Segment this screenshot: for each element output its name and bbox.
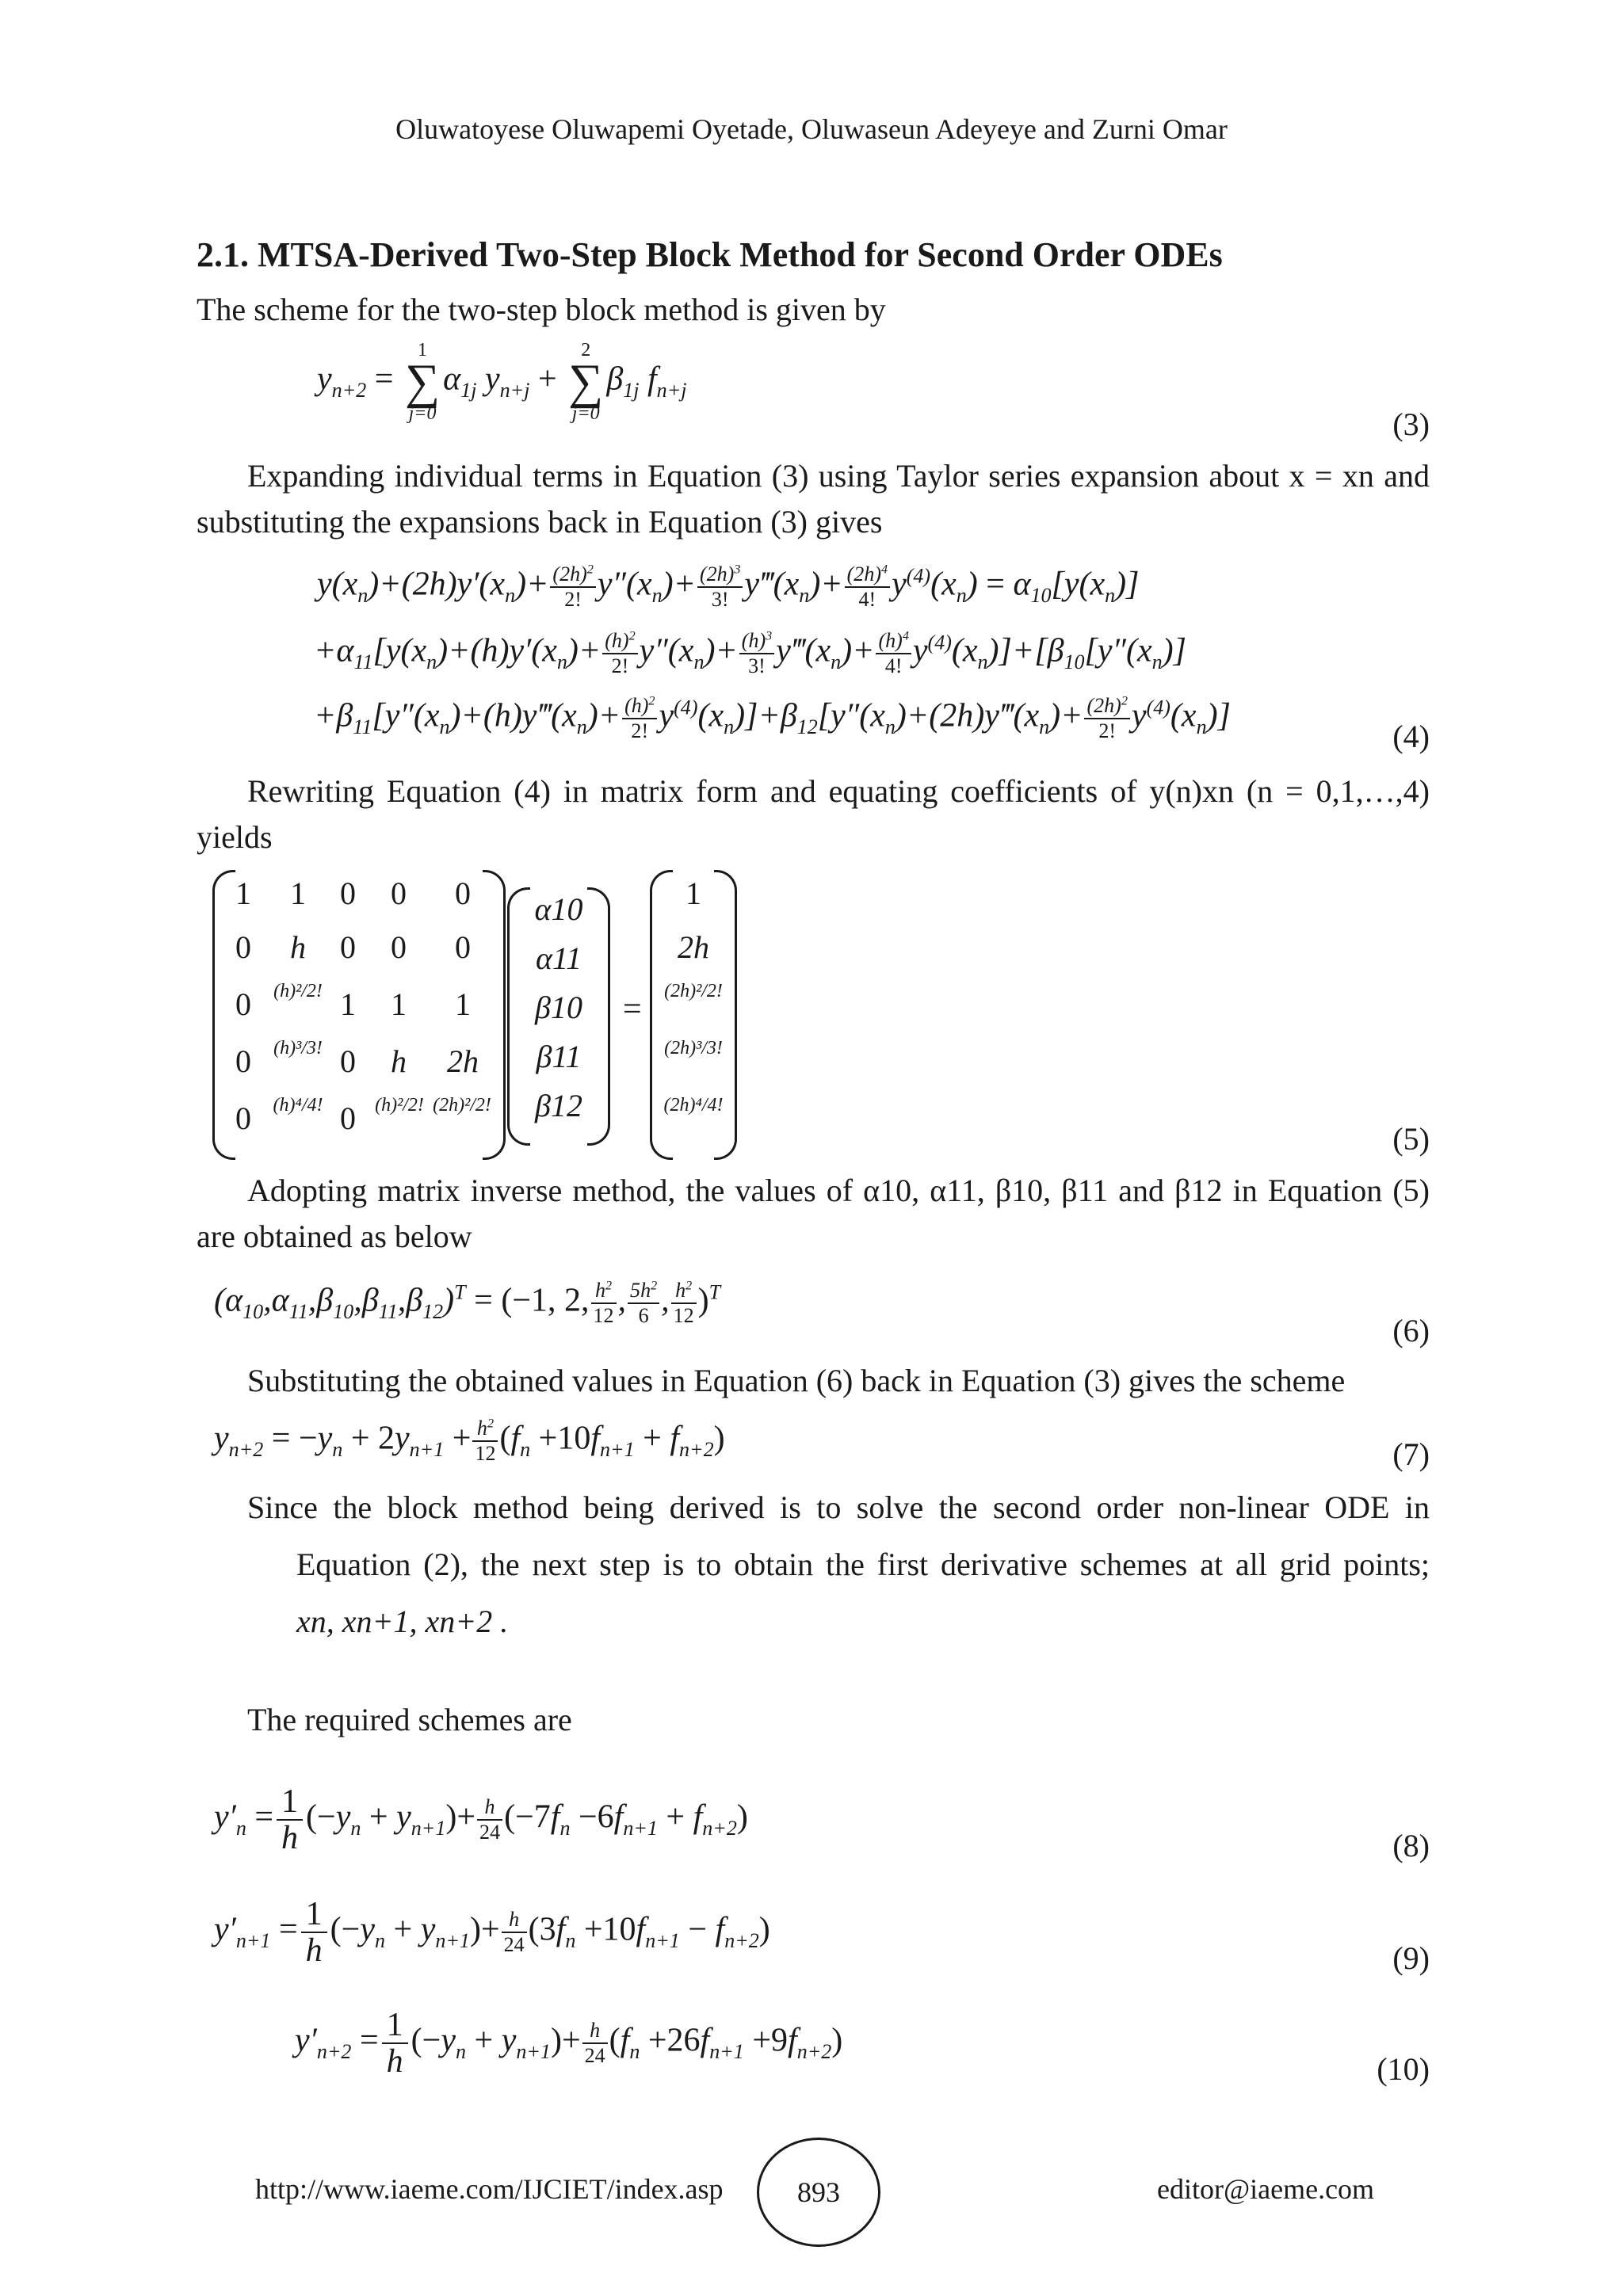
matrix-cell: (2h)²/2!	[433, 1095, 491, 1116]
matrix-cell: 0	[235, 1100, 251, 1136]
paragraph-taylor-text: Expanding individual terms in Equation (3) using Taylor series expansion about x = xn and substituting the expansions back in Equation (3) gives	[197, 458, 1430, 540]
matrix-cell: 0	[235, 986, 251, 1022]
section-title: 2.1. MTSA-Derived Two-Step Block Method for Second Order ODEs	[197, 235, 1223, 274]
matrix-cell: 0	[391, 875, 407, 911]
matrix-cell: 0	[455, 875, 471, 911]
paragraph-scheme-intro: The scheme for the two-step block method is given by	[197, 292, 886, 327]
paragraph-required-schemes: The required schemes are	[247, 1702, 572, 1737]
paragraph-since-line-2: Equation (2), the next step is to obtain the first derivative schemes at all grid points;	[296, 1547, 1430, 1582]
vector-cell: (2h)²/2!	[664, 981, 723, 1001]
matrix-cell: 1	[455, 986, 471, 1022]
equals-sign: =	[623, 991, 642, 1028]
vector-cell: β10	[535, 990, 582, 1025]
unknown-vector	[507, 887, 610, 1141]
coefficient-matrix	[212, 870, 506, 1155]
equation-8: $y'_n$ = $\frac{1}{h}$ $(-y_n + y_{n+1})+$ $\frac{h}{24}$ $(-7f_n -6f_{n+1} + f_{n+2})$	[214, 1783, 748, 1857]
equation-4-line-1: $y(x_n)+(2h)y'(x_n)+$ $\frac{(2h)^2}{2!}$ $y''(x_n)+$ $\frac{(2h)^3}{3!}$ $y‴(x_n)+$ $\frac{(2h)^4}{4!}$ $y^{(4)}(x_n) = \alpha_{10}[y(x_n)]$	[317, 563, 1140, 611]
matrix-cell: 0	[455, 929, 471, 965]
paragraph-taylor	[197, 453, 1430, 545]
equation-number-7: (7)	[1392, 1436, 1430, 1472]
equation-7: $y_{n+2} = -y_n + 2y_{n+1}$ + $\frac{h^2}{12}$ $(f_n +10f_{n+1} + f_{n+2})$	[214, 1417, 725, 1465]
matrix-cell: 2h	[447, 1043, 479, 1079]
vector-cell: α11	[535, 940, 582, 976]
equation-number-5: (5)	[1392, 1121, 1430, 1157]
paragraph-matrix-form: Rewriting Equation (4) in matrix form and equating coefficients of y(n)xn (n = 0,1,…,4) yields	[197, 773, 1430, 855]
vector-cell: 2h	[678, 929, 709, 965]
equation-9: $y'_{n+1}$ = $\frac{1}{h}$ $(-y_n + y_{n+1})+$ $\frac{h}{24}$ $(3f_n +10f_{n+1} - f_{n+2})$	[214, 1896, 770, 1970]
equation-10: $y'_{n+2}$ = $\frac{1}{h}$ $(-y_n + y_{n+1})+$ $\frac{h}{24}$ $(f_n +26f_{n+1} +9f_{n+2})$	[295, 2007, 843, 2081]
equation-number-4: (4)	[1392, 719, 1430, 754]
editor-email-link[interactable]: editor@iaeme.com	[1157, 2173, 1375, 2205]
vector-cell: (2h)³/3!	[664, 1038, 723, 1058]
equation-4-line-2: $+\alpha_{11}[y(x_n)+(h)y'(x_n)+$ $\frac{(h)^2}{2!}$ $y''(x_n)+$ $\frac{(h)^3}{3!}$ $y‴(x_n)+$ $\frac{(h)^4}{4!}$ $y^{(4)}(x_n)]+[\beta_{10}[y''(x_n)]$	[314, 629, 1186, 677]
vector-cell: β11	[536, 1039, 582, 1074]
matrix-cell: 0	[340, 1100, 356, 1136]
matrix-cell: h	[290, 929, 306, 965]
matrix-cell: 0	[340, 1043, 356, 1079]
equation-4-line-3: $+\beta_{11}[y''(x_n)+(h)y‴(x_n)+$ $\frac{(h)^2}{2!}$ $y^{(4)}(x_n)]+\beta_{12}[y''(x_n)+(2h)y‴(x_n)+$ $\frac{(2h)^2}{2!}$ $y^{(4)}(x_n)$]	[314, 694, 1231, 742]
equation-number-3: (3)	[1392, 406, 1430, 442]
paragraph-since-line-3: xn, xn+1, xn+2 .	[296, 1604, 509, 1639]
equation-number-9: (9)	[1392, 1940, 1430, 1976]
matrix-cell: h	[391, 1043, 407, 1079]
matrix-cell: 1	[290, 875, 306, 911]
matrix-cell: 0	[235, 1043, 251, 1079]
equation-number-6: (6)	[1392, 1313, 1430, 1348]
matrix-cell: 1	[235, 875, 251, 911]
equation-number-8: (8)	[1392, 1828, 1430, 1863]
matrix-cell: 0	[391, 929, 407, 965]
matrix-cell: 1	[340, 986, 356, 1022]
vector-cell: 1	[685, 875, 701, 911]
rhs-vector	[650, 870, 737, 1155]
matrix-cell: 1	[391, 986, 407, 1022]
running-header: Oluwatoyese Oluwapemi Oyetade, Oluwaseun Adeyeye and Zurni Omar	[395, 113, 1228, 145]
vector-cell: (2h)⁴/4!	[663, 1095, 724, 1116]
paragraph-matrix-inverse: Adopting matrix inverse method, the values of α10, α11, β10, β11 and β12 in Equation (5) are obtained as below	[197, 1173, 1430, 1254]
matrix-cell: 0	[340, 875, 356, 911]
equation-number-10: (10)	[1377, 2051, 1430, 2087]
matrix-cell: (h)⁴/4!	[273, 1095, 323, 1116]
equation-6: $(\alpha_{10},\alpha_{11},\beta_{10},\beta_{11},\beta_{12})^T = (-1$, 2, $\frac{h^2}{12}$ , $\frac{5h^2}{6}$ , $\frac{h^2}{12}$ )$^T$	[214, 1279, 721, 1327]
matrix-cell: 0	[340, 929, 356, 965]
vector-cell: α10	[534, 891, 583, 927]
matrix-cell: (h)³/3!	[273, 1038, 323, 1058]
matrix-cell: (h)²/2!	[375, 1095, 424, 1116]
matrix-cell: 0	[235, 929, 251, 965]
paragraph-since-line-1: Since the block method being derived is to solve the second order non-linear ODE in	[247, 1489, 1430, 1525]
paragraph-substituting: Substituting the obtained values in Equation (6) back in Equation (3) gives the scheme	[247, 1363, 1346, 1398]
page-number: 893	[757, 2138, 880, 2247]
equation-3: $y_{n+2}$ = 1 ∑ j=0 $\alpha_{1j}$ $y_{n+j}$ + 2 ∑ j=0 $\beta_{1j}$ $f_{n+j}$	[317, 340, 687, 424]
matrix-cell: (h)²/2!	[273, 981, 323, 1001]
journal-url-link[interactable]: http://www.iaeme.com/IJCIET/index.asp	[255, 2173, 724, 2205]
vector-cell: β12	[535, 1088, 582, 1123]
